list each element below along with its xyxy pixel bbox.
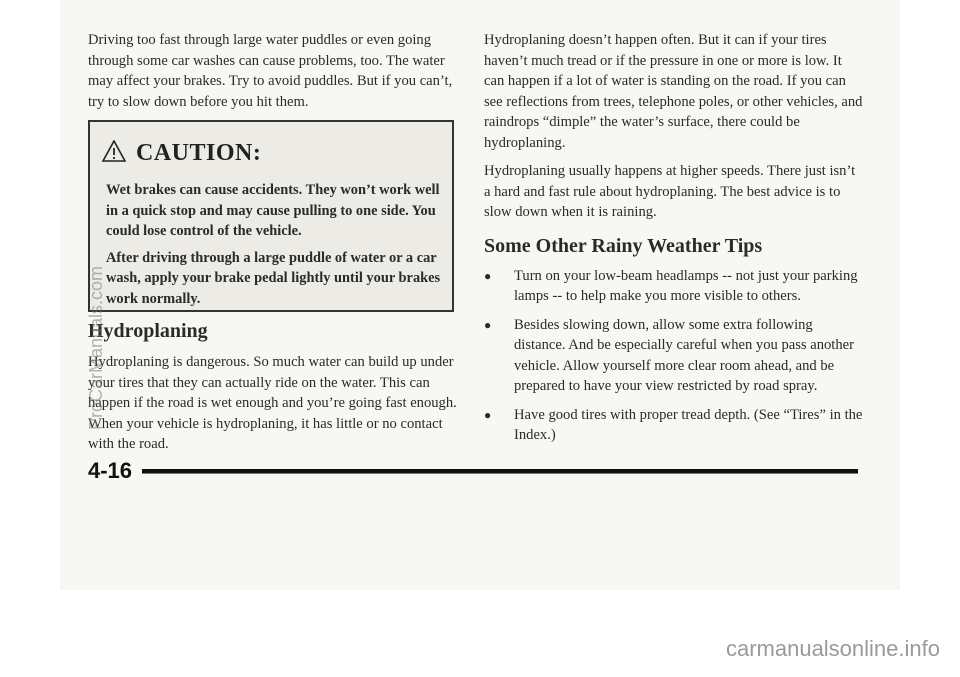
source-site-label: carmanualsonline.info <box>725 636 940 661</box>
bullet-icon: ● <box>484 268 492 283</box>
hydroplaning-heading: Hydroplaning <box>88 320 208 342</box>
list-item <box>484 405 864 446</box>
intro-paragraph: Driving too fast through large water puddles or even going through some car washes can cause problems, too. The water may affect your brakes. Try to avoid puddles. But if you can’t, try to slow down before you hit them. <box>88 32 453 110</box>
bullet-icon: ● <box>484 317 492 332</box>
caution-title: CAUTION: <box>136 140 262 166</box>
page-number: 4-16 <box>88 458 133 483</box>
footer-rule <box>142 469 858 474</box>
hydroplaning-paragraph: Hydroplaning is dangerous. So much water can build up under your tires that they can actually ride on the water. This can happen if the road is wet enough and you’re going fast enough. When your vehicle is hydroplaning, it has little or no contact with the road. <box>88 354 457 452</box>
rainy-tips-list <box>484 266 864 446</box>
caution-box <box>88 120 454 312</box>
caution-header <box>102 140 261 167</box>
caution-paragraph: After driving through a large puddle of water or a car wash, apply your brake pedal lightly until your brakes work normally. <box>106 249 441 307</box>
caution-body <box>106 180 446 315</box>
hydroplaning-speed-paragraph: Hydroplaning usually happens at higher speeds. There just isn’t a hard and fast rule about hydroplaning. The best advice is to slow down when it is raining. <box>484 163 856 220</box>
hydroplaning-causes-paragraph: Hydroplaning doesn’t happen often. But it can if your tires haven’t much tread or if the pressure in one or more is low. It can happen if a lot of water is standing on the road. If you can see reflections from trees, telephone poles, or other vehicles, and raindrops “dimple” the water’s surface, there could be hydroplaning. <box>484 32 863 151</box>
caution-paragraph: Wet brakes can cause accidents. They won’t work well in a quick stop and may cause pulling to one side. You could lose control of the vehicle. <box>106 182 440 239</box>
tip-text: Besides slowing down, allow some extra following distance. And be especially careful when you pass another vehicle. Allow yourself more clear room ahead, and be prepared to have your view restricted by road spray. <box>514 316 854 394</box>
hydroplaning-section <box>88 352 460 455</box>
watermark: ProCarManuals.com <box>86 265 106 430</box>
list-item <box>484 315 864 397</box>
page-footer <box>88 458 858 484</box>
tip-text: Turn on your low-beam headlamps -- not just your parking lamps -- to help make you more visible to others. <box>514 267 858 304</box>
list-item <box>484 266 864 307</box>
rainy-tips-heading: Some Other Rainy Weather Tips <box>484 234 763 257</box>
warning-triangle-icon <box>102 140 126 167</box>
bullet-icon: ● <box>484 407 492 422</box>
left-column <box>88 30 458 112</box>
right-column <box>484 30 864 454</box>
tip-text: Have good tires with proper tread depth. (See “Tires” in the Index.) <box>514 406 863 443</box>
